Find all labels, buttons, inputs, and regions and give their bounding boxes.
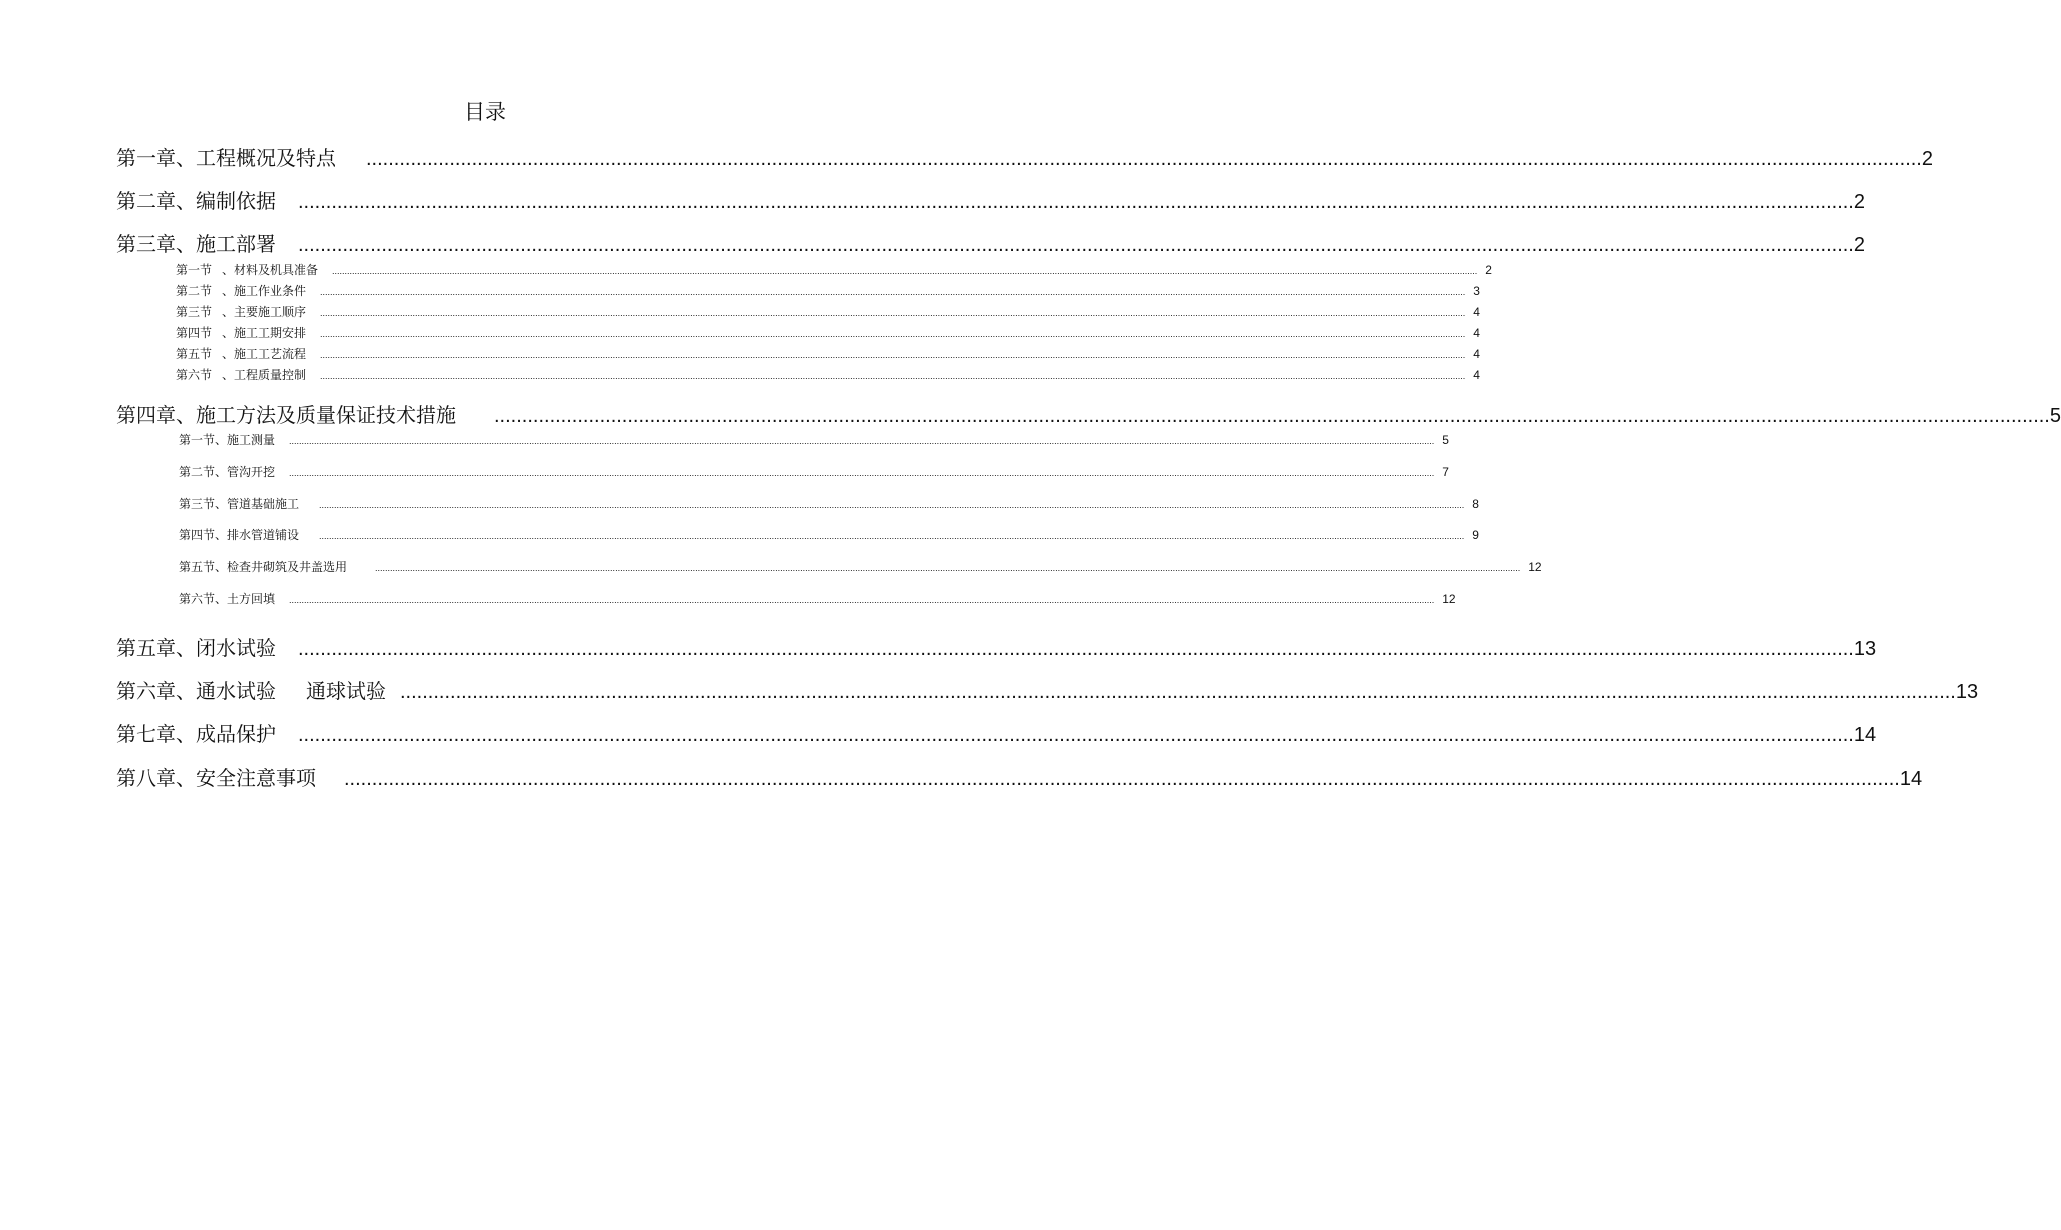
toc-entry-section-3-2[interactable] [176, 282, 1480, 300]
toc-entry-chapter-7[interactable] [116, 720, 1877, 748]
toc-entry-label: 第七章、成品保护 [116, 722, 276, 746]
toc-entry-label: 第一节 、材料及机具准备 [176, 263, 319, 277]
toc-entry-label: 第一节、施工测量 [179, 433, 276, 447]
toc-leader-dots: ........................................................................................................................................................................................................................................................................................ [298, 638, 1854, 660]
toc-entry-chapter-5[interactable] [116, 634, 1877, 662]
toc-entry-label: 第六章、通水试验 通球试验 [116, 679, 386, 703]
toc-entry-label: 第二节、管沟开挖 [179, 465, 276, 479]
toc-page-number: 14 [1853, 724, 1877, 746]
toc-entry-label: 第四节 、施工工期安排 [176, 326, 307, 340]
toc-entry-section-4-4[interactable] [179, 526, 1479, 544]
toc-page-number: 4 [1473, 305, 1480, 319]
toc-entry-section-4-3[interactable] [179, 495, 1479, 513]
toc-leader-dots: .......................................................................................................................................................................................................................................................................................................................................................................................................................................................................... [319, 500, 1465, 510]
toc-entry-label: 第八章、安全注意事项 [116, 766, 316, 790]
toc-page-number: 12 [1442, 592, 1456, 606]
toc-entry-label: 第三节 、主要施工顺序 [176, 305, 307, 319]
toc-entry-label: 第一章、工程概况及特点 [116, 146, 336, 170]
toc-leader-dots: .......................................................................................................................................................................................................................................................................................................................................................................................................................................................................... [332, 266, 1478, 276]
toc-entry-label: 第六节 、工程质量控制 [176, 368, 307, 382]
toc-entry-chapter-4[interactable] [116, 401, 2061, 429]
toc-page-number: 4 [1473, 347, 1480, 361]
toc-entry-label: 第四章、施工方法及质量保证技术措施 [116, 403, 456, 427]
toc-entry-label: 第六节、土方回填 [179, 592, 276, 606]
toc-leader-dots: ........................................................................................................................................................................................................................................................................................ [400, 681, 1956, 703]
toc-page-number: 2 [1853, 234, 1865, 256]
toc-leader-dots: .......................................................................................................................................................................................................................................................................................................................................................................................................................................................................... [289, 595, 1435, 605]
toc-leader-dots: .......................................................................................................................................................................................................................................................................................................................................................................................................................................................................... [289, 436, 1435, 446]
toc-page-number: 2 [1921, 148, 1933, 170]
toc-leader-dots: ........................................................................................................................................................................................................................................................................................ [298, 724, 1854, 746]
toc-entry-chapter-3[interactable] [116, 230, 1865, 258]
toc-entry-section-3-6[interactable] [176, 366, 1480, 384]
toc-leader-dots: .......................................................................................................................................................................................................................................................................................................................................................................................................................................................................... [320, 371, 1466, 381]
toc-leader-dots: ........................................................................................................................................................................................................................................................................................ [298, 234, 1854, 256]
toc-entry-chapter-1[interactable] [116, 144, 1933, 172]
toc-leader-dots: .......................................................................................................................................................................................................................................................................................................................................................................................................................................................................... [289, 468, 1435, 478]
toc-page-number: 2 [1485, 263, 1492, 277]
toc-entry-label: 第五章、闭水试验 [116, 636, 276, 660]
toc-entry-label: 第四节、排水管道铺设 [179, 528, 300, 542]
toc-entry-label: 第五节、检查井砌筑及井盖选用 [179, 560, 348, 574]
toc-page-number: 14 [1899, 768, 1923, 790]
toc-entry-chapter-6[interactable] [116, 677, 1979, 705]
toc-entry-section-3-5[interactable] [176, 345, 1480, 363]
toc-page-number: 4 [1473, 326, 1480, 340]
toc-page-number: 8 [1472, 497, 1479, 511]
toc-page-number: 5 [1442, 433, 1449, 447]
toc-leader-dots: .......................................................................................................................................................................................................................................................................................................................................................................................................................................................................... [320, 287, 1466, 297]
toc-leader-dots: .......................................................................................................................................................................................................................................................................................................................................................................................................................................................................... [320, 308, 1466, 318]
toc-page-number: 4 [1473, 368, 1480, 382]
toc-leader-dots: ........................................................................................................................................................................................................................................................................................ [366, 148, 1922, 170]
toc-page-number: 5 [2049, 405, 2061, 427]
toc-entry-label: 第二节 、施工作业条件 [176, 284, 307, 298]
toc-leader-dots: .......................................................................................................................................................................................................................................................................................................................................................................................................................................................................... [319, 531, 1465, 541]
toc-entry-chapter-8[interactable] [116, 764, 1923, 792]
toc-entry-section-4-2[interactable] [179, 463, 1449, 481]
toc-page-number: 13 [1955, 681, 1979, 703]
toc-page-number: 7 [1442, 465, 1449, 479]
toc-entry-section-3-1[interactable] [176, 261, 1492, 279]
toc-title: 目录 [464, 100, 506, 124]
toc-leader-dots: .......................................................................................................................................................................................................................................................................................................................................................................................................................................................................... [375, 563, 1521, 573]
toc-entry-label: 第二章、编制依据 [116, 189, 276, 213]
toc-entry-section-3-3[interactable] [176, 303, 1480, 321]
toc-entry-label: 第三节、管道基础施工 [179, 497, 300, 511]
toc-page-number: 3 [1473, 284, 1480, 298]
toc-entry-label: 第五节 、施工工艺流程 [176, 347, 307, 361]
toc-page-number: 9 [1472, 528, 1479, 542]
toc-page-number: 13 [1853, 638, 1877, 660]
toc-entry-section-4-5[interactable] [179, 558, 1542, 576]
toc-entry-section-4-1[interactable] [179, 431, 1449, 449]
toc-entry-chapter-2[interactable] [116, 187, 1865, 215]
toc-entry-section-4-6[interactable] [179, 590, 1456, 608]
toc-leader-dots: ........................................................................................................................................................................................................................................................................................ [494, 405, 2050, 427]
toc-entry-section-3-4[interactable] [176, 324, 1480, 342]
toc-page-number: 2 [1853, 191, 1865, 213]
toc-leader-dots: ........................................................................................................................................................................................................................................................................................ [344, 768, 1900, 790]
toc-leader-dots: ........................................................................................................................................................................................................................................................................................ [298, 191, 1854, 213]
toc-page-number: 12 [1528, 560, 1542, 574]
toc-entry-label: 第三章、施工部署 [116, 232, 276, 256]
toc-leader-dots: .......................................................................................................................................................................................................................................................................................................................................................................................................................................................................... [320, 329, 1466, 339]
toc-leader-dots: .......................................................................................................................................................................................................................................................................................................................................................................................................................................................................... [320, 350, 1466, 360]
